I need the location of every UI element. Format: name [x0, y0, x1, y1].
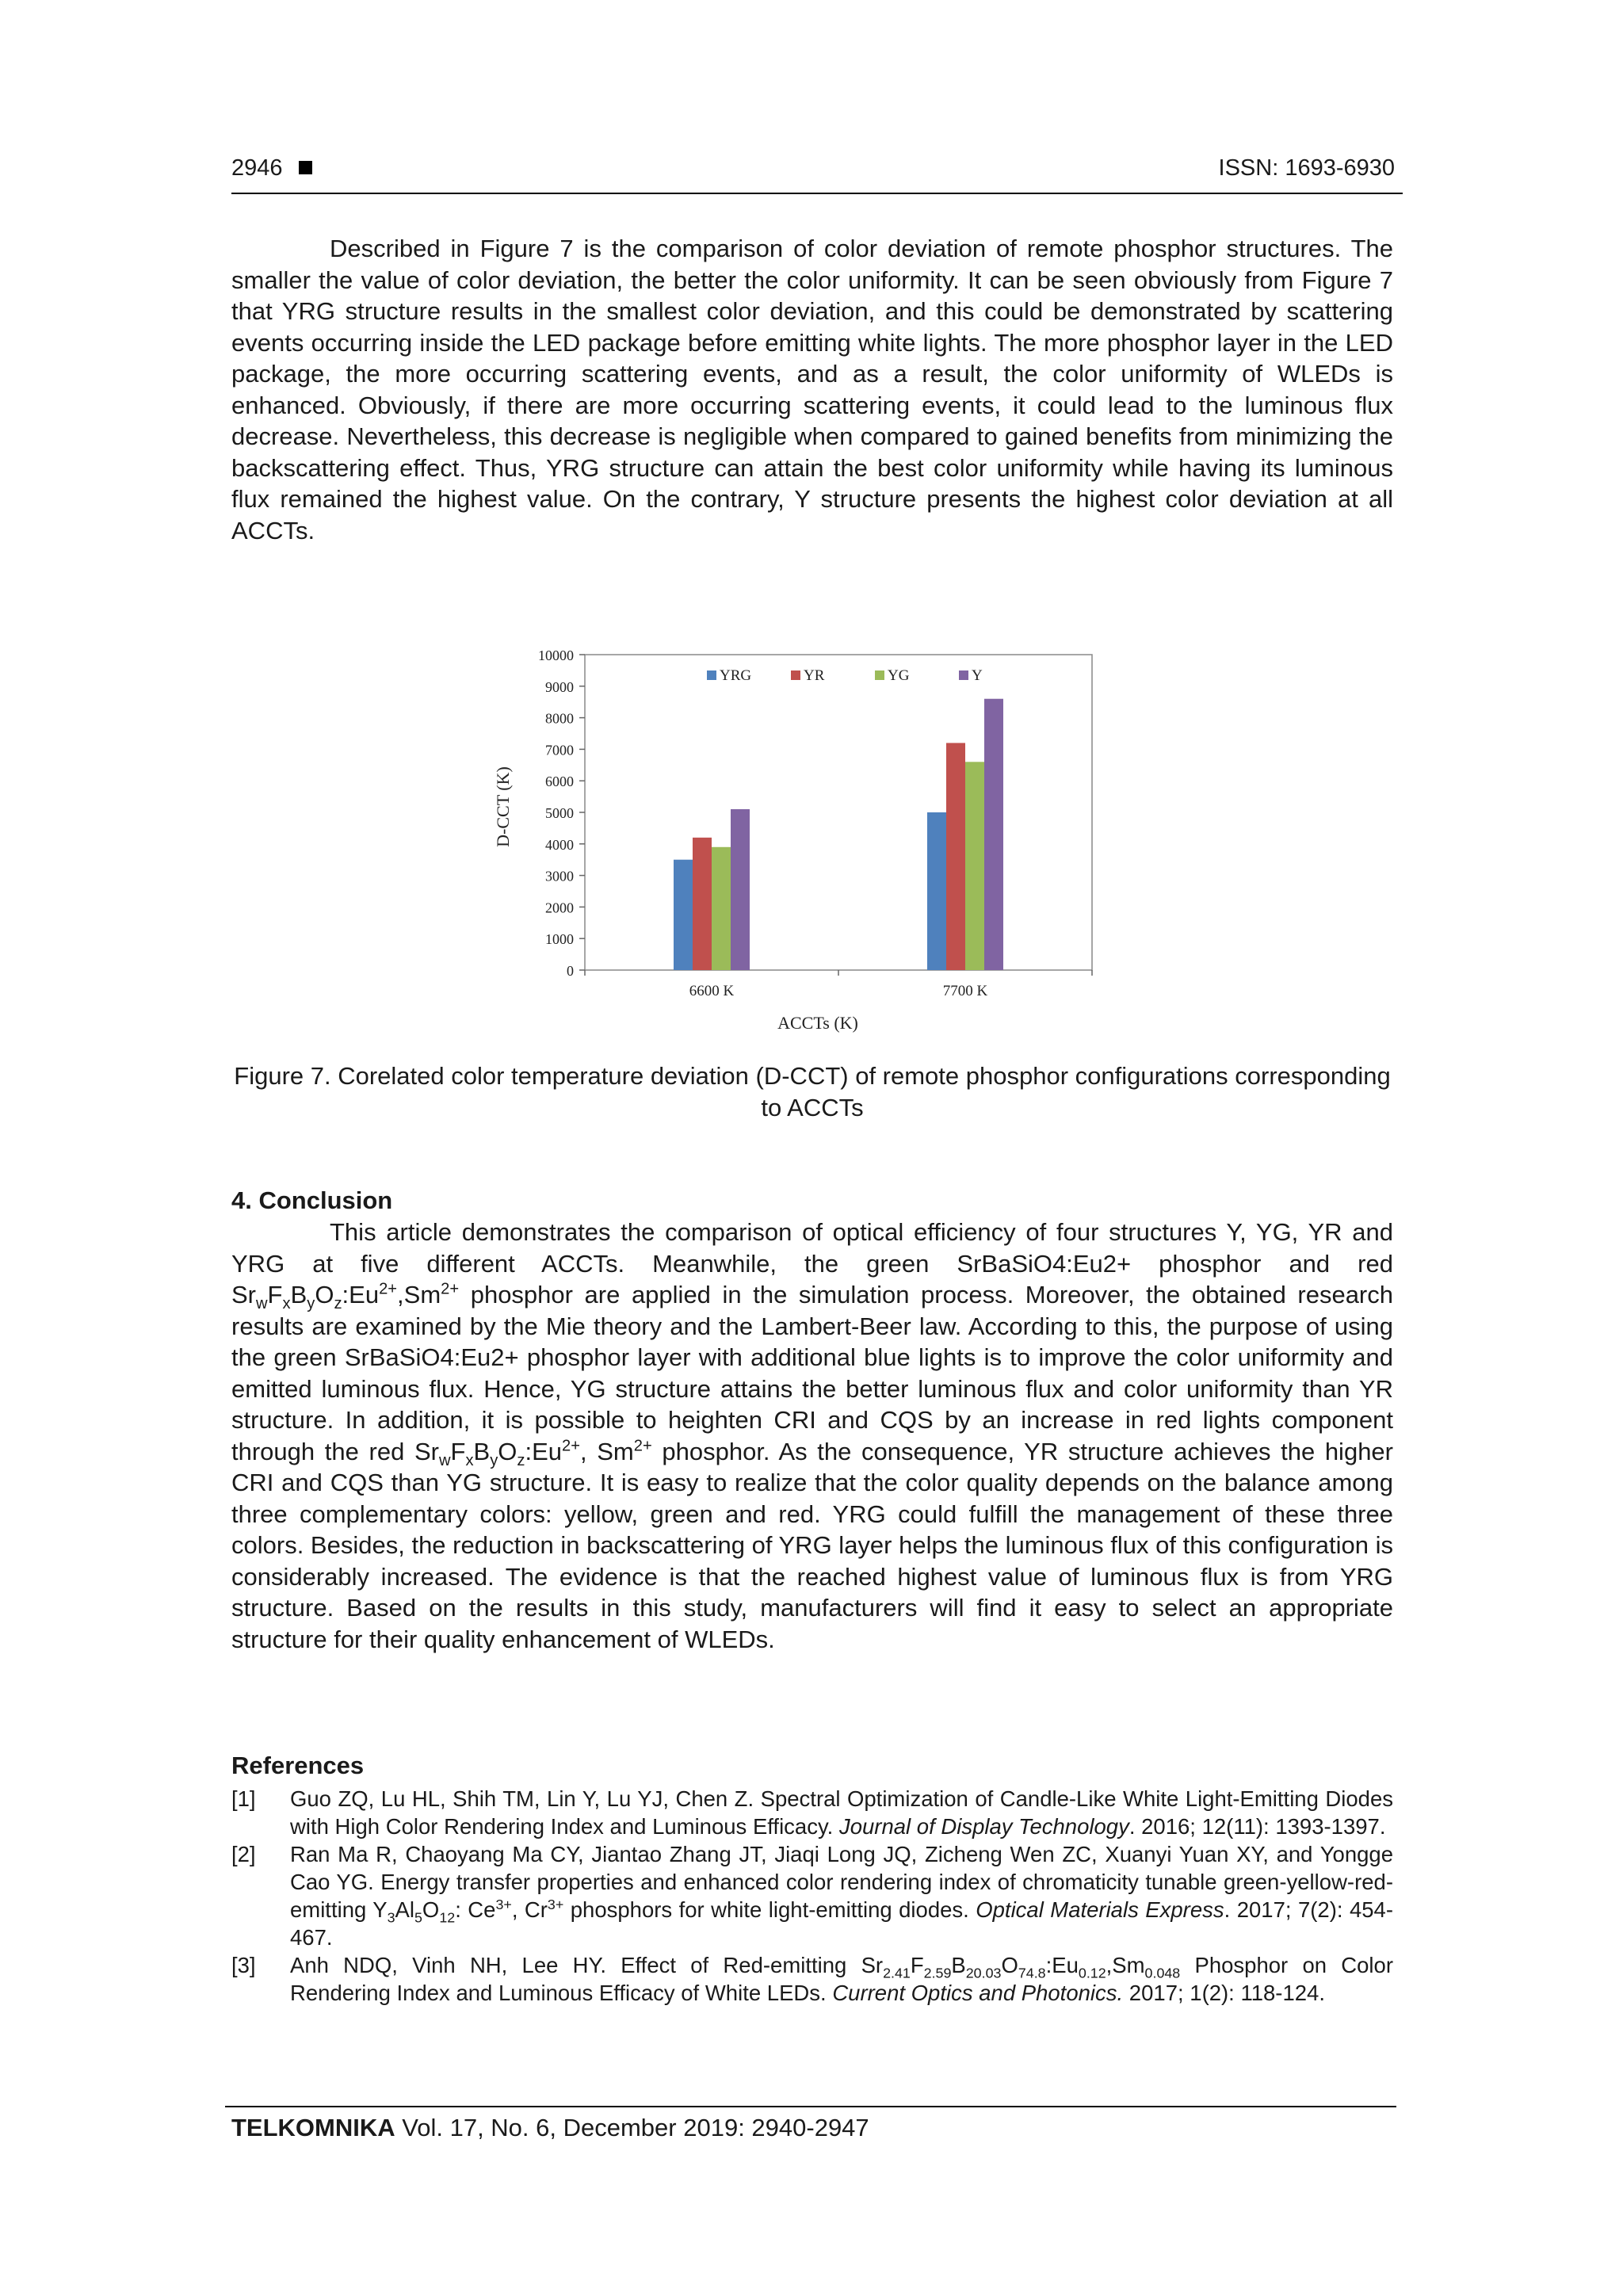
- bar-yr-6600k: [693, 838, 712, 970]
- chart-legend: [707, 667, 983, 684]
- bar-yrg-6600k: [674, 860, 693, 970]
- y-tick-label: 9000: [545, 678, 574, 695]
- y-axis-label: D-CCT (K): [493, 766, 513, 847]
- header-rule: [231, 193, 1403, 194]
- conclusion-paragraph: This article demonstrates the comparison of optical efficiency of four structures Y, YG, YR and YRG at five different ACCTs. Meanwhile, the green SrBaSiO4:Eu2+ phosphor and red $Sr_wF_xB_yO_z:Eu^{2+},Sm^{2+}$ phosphor are applied in the simulation process. Moreover, the obtained research results are examined by the Mie theory and the Lambert-Beer law. According to this, the purpose of using the green SrBaSiO4:Eu2+ phosphor layer with additional blue lights is to improve the color uniformity and emitted luminous flux. Hence, YG structure attains the better luminous flux and color uniformity than YR structure. In addition, it is possible to heighten CRI and CQS by an increase in red lights component through the red $Sr_wF_xB_yO_z:Eu^{2+}$, $Sm^{2+}$ phosphor. As the consequence, YR structure achieves the higher CRI and CQS than YG structure. It is easy to realize that the color quality depends on the balance among three complementary colors: yellow, green and red. YRG could fulfill the management of these three colors. Besides, the reduction in backscattering of YRG layer helps the luminous flux of this configuration is considerably increased. The evidence is that the reached highest value of luminous flux is from YRG structure. Based on the results in this study, manufacturers will find it easy to select an appropriate structure for their quality enhancement of WLEDs.: [231, 1218, 1393, 1653]
- legend-label-yr: YR: [804, 667, 825, 684]
- bar-y-7700k: [984, 699, 1003, 970]
- section-title: 4. Conclusion: [231, 1186, 393, 1214]
- bar-yr-7700k: [946, 743, 965, 970]
- page-footer: TELKOMNIKA Vol. 17, No. 6, December 2019: 2940-2947: [231, 2114, 869, 2141]
- reference-item: [1] Guo ZQ, Lu HL, Shih TM, Lin Y, Lu YJ, Chen Z. Spectral Optimization of Candle-Like White Light-Emitting Diodes with High Color Rendering Index and Luminous Efficacy. Journal of Display Technology. 2016; 12(11): 1393-1397.: [231, 1786, 1393, 1839]
- y-tick-label: 7000: [545, 742, 574, 758]
- references-title: References: [231, 1752, 365, 1779]
- bar-yrg-7700k: [927, 812, 946, 970]
- y-tick-label: 4000: [545, 836, 574, 853]
- figure-caption: Figure 7. Corelated color temperature deviation (D-CCT) of remote phosphor configurations corresponding to ACCTs: [234, 1062, 1391, 1121]
- legend-swatch-yr: [791, 670, 800, 680]
- legend-swatch-yg: [875, 670, 884, 680]
- legend-label-yrg: YRG: [720, 667, 752, 684]
- reference-item: [2] Ran Ma R, Chaoyang Ma CY, Jiantao Zhang JT, Jiaqi Long JQ, Zicheng Wen ZC, Xuanyi Yuan XY, and Yongge Cao YG. Energy transfer properties and enhanced color rendering index of chromaticity tunable green-yellow-red-emitting $Y_3Al_5O_{12}$: $Ce^{3+}$, $Cr^{3+}$ phosphors for white light-emitting diodes. Optical Materials Express. 2017; 7(2): 454-467.: [231, 1842, 1393, 1950]
- y-tick-label: 8000: [545, 710, 574, 727]
- formula-srfbo-2: $Sr_wF_xB_yO_z:Eu^{2+}$, $Sm^{2+}$: [414, 1437, 652, 1469]
- body-paragraph-figure7: Described in Figure 7 is the comparison of color deviation of remote phosphor structures. The smaller the value of color deviation, the better the color uniformity. It can be seen obviously from Figure 7 that YRG structure results in the smallest color deviation, and this could be demonstrated by scattering events occurring inside the LED package before emitting white lights. The more phosphor layer in the LED package, the more occurring scattering events, and as a result, the color uniformity of WLEDs is enhanced. Obviously, if there are more occurring scattering events, it could lead to the luminous flux decrease. Nevertheless, this decrease is negligible when compared to gained benefits from minimizing the backscattering effect. Thus, YRG structure can attain the best color uniformity while having its luminous flux remained the highest value. On the contrary, Y structure presents the highest color deviation at all ACCTs.: [231, 235, 1393, 544]
- y-tick-label: 10000: [538, 648, 574, 663]
- page-number: 2946: [231, 155, 312, 181]
- legend-label-yg: YG: [888, 667, 910, 684]
- bar-yg-7700k: [965, 762, 984, 970]
- chart-bars: [674, 699, 1003, 999]
- x-tick-label: 6600 K: [689, 983, 735, 999]
- x-tick-label: 7700 K: [942, 983, 988, 999]
- y-tick-label: 6000: [545, 774, 574, 790]
- legend-swatch-yrg: [707, 670, 716, 680]
- square-bullet-icon: [299, 161, 312, 174]
- bar-y-6600k: [731, 809, 750, 970]
- legend-label-y: Y: [972, 667, 983, 684]
- figure-7-chart: [491, 640, 1109, 1037]
- y-axis-ticks: [538, 648, 1092, 979]
- y-tick-label: 3000: [545, 868, 574, 884]
- x-axis-label: ACCTs (K): [777, 1013, 858, 1033]
- chart-grid: [585, 655, 1092, 970]
- y-tick-label: 5000: [545, 805, 574, 821]
- issn: ISSN: 1693-6930: [1218, 155, 1395, 181]
- reference-item: [3] Anh NDQ, Vinh NH, Lee HY. Effect of Red-emitting $Sr_{2.41}F_{2.59}B_{20.03}O_{74.8}:Eu_{0.12},Sm_{0.048}$ Phosphor on Color Rendering Index and Luminous Efficacy of White LEDs. Current Optics and Photonics. 2017; 1(2): 118-124.: [231, 1953, 1393, 2005]
- references-list: [231, 1785, 1393, 2007]
- page-header: [231, 155, 1395, 193]
- footer-rule: [225, 2106, 1396, 2107]
- y-tick-label: 1000: [545, 931, 574, 948]
- y-tick-label: 2000: [545, 900, 574, 916]
- formula-srfbo-1: $Sr_wF_xB_yO_z:Eu^{2+},Sm^{2+}$: [231, 1280, 460, 1313]
- y-tick-label: 0: [567, 963, 574, 979]
- plot-frame: [585, 655, 1092, 970]
- legend-swatch-y: [959, 670, 968, 680]
- bar-yg-6600k: [712, 847, 731, 970]
